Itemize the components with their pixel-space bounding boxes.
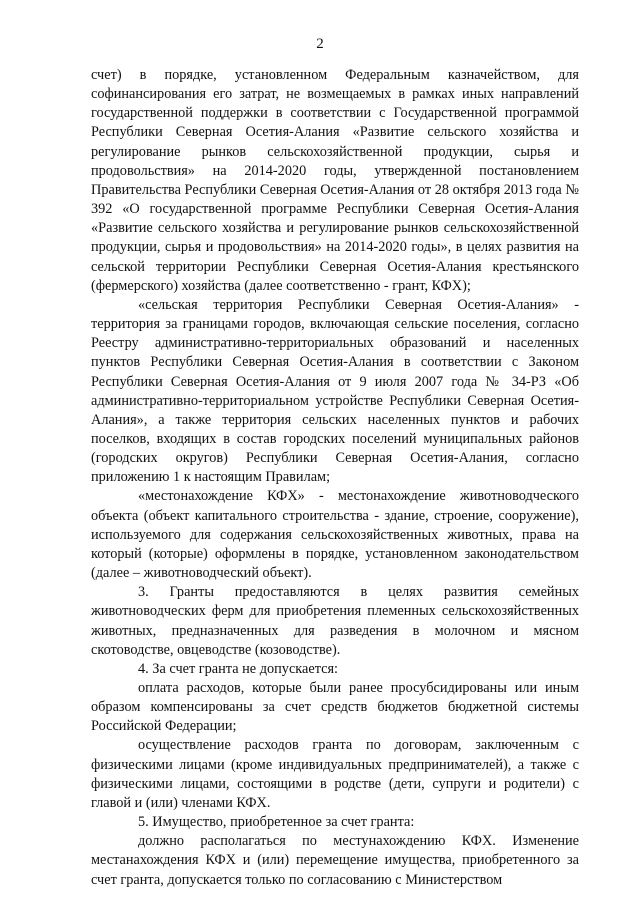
paragraph-item-3-grant-goals: 3. Гранты предоставляются в целях развития семейных животноводческих ферм для приобретения племенных сельскохозяйственных животных, предназначенных для разведения в молочном и мясном скотоводстве, овцеводстве (козоводстве). bbox=[91, 584, 579, 658]
paragraph-kfh-location-definition: «местонахождение КФХ» - местонахождение животноводческого объекта (объект капитального строительства - здание, строение, сооружение), используемого для содержания сельскохозяйственных животных, права на который (которые) оформлены в порядке, установленном законодательством (далее – животноводческий объект). bbox=[91, 488, 579, 582]
paragraph-item-5-heading: 5. Имущество, приобретенное за счет гранта: bbox=[138, 814, 415, 831]
paragraph-rural-territory-definition: «сельская территория Республики Северная Осетия-Алания» - территория за границами городов, включающая сельские поселения, согласно Реестру административно-территориальных образований и населенных пунктов Республики Северная Осетия-Алания в соответствии с Законом Республики Северная Осетия-Алания от 9 июля 2007 года № 34-РЗ «Об административно-территориальном устройстве Республики Северная Осетия-Алания», а также территория сельских населенных пунктов и рабочих поселков, входящих в состав городских поселений муниципальных районов (городских округов) Республики Северная Осетия-Алания, согласно приложению 1 к настоящим Правилам; bbox=[91, 296, 579, 486]
paragraph-item-4-contracts-individuals: осуществление расходов гранта по договорам, заключенным с физическими лицами (кроме индивидуальных предпринимателей), а также с физическими лицами, состоящими в родстве (дети, супруги и родители) с главой и (или) членами КФХ. bbox=[91, 737, 579, 811]
paragraph-item-5-property-location: должно располагаться по местунахождению КФХ. Изменение местанахождения КФХ и (или) перемещение имущества, приобретенного за счет гранта, допускается только по согласованию с Министерством bbox=[91, 833, 579, 888]
page-number: 2 bbox=[316, 36, 324, 52]
document-body bbox=[91, 66, 579, 890]
paragraph-item-4-expenses-compensated: оплата расходов, которые были ранее просубсидированы или иным образом компенсированы за счет средств бюджетов бюджетной системы Российской Федерации; bbox=[91, 680, 579, 735]
paragraph-grant-purpose: счет) в порядке, установленном Федеральным казначейством, для софинансирования его затрат, не возмещаемых в рамках иных направлений государственной поддержки в соответствии с Государственной программой Республики Северная Осетия-Алания «Развитие сельского хозяйства и регулирование рынков сельскохозяйственной продукции, сырья и продовольствия» на 2014-2020 годы, утвержденной постановлением Правительства Республики Северная Осетия-Алания от 28 октября 2013 года № 392 «О государственной программе Республики Северная Осетия-Алания «Развитие сельского хозяйства и регулирование рынков сельскохозяйственной продукции, сырья и продовольствия» на 2014-2020 годы», в целях развития на сельской территории Республики Северная Осетия-Алания крестьянского (фермерского) хозяйства (далее соответственно - грант, КФХ); bbox=[91, 67, 579, 294]
paragraph-item-4-heading: 4. За счет гранта не допускается: bbox=[138, 660, 339, 677]
